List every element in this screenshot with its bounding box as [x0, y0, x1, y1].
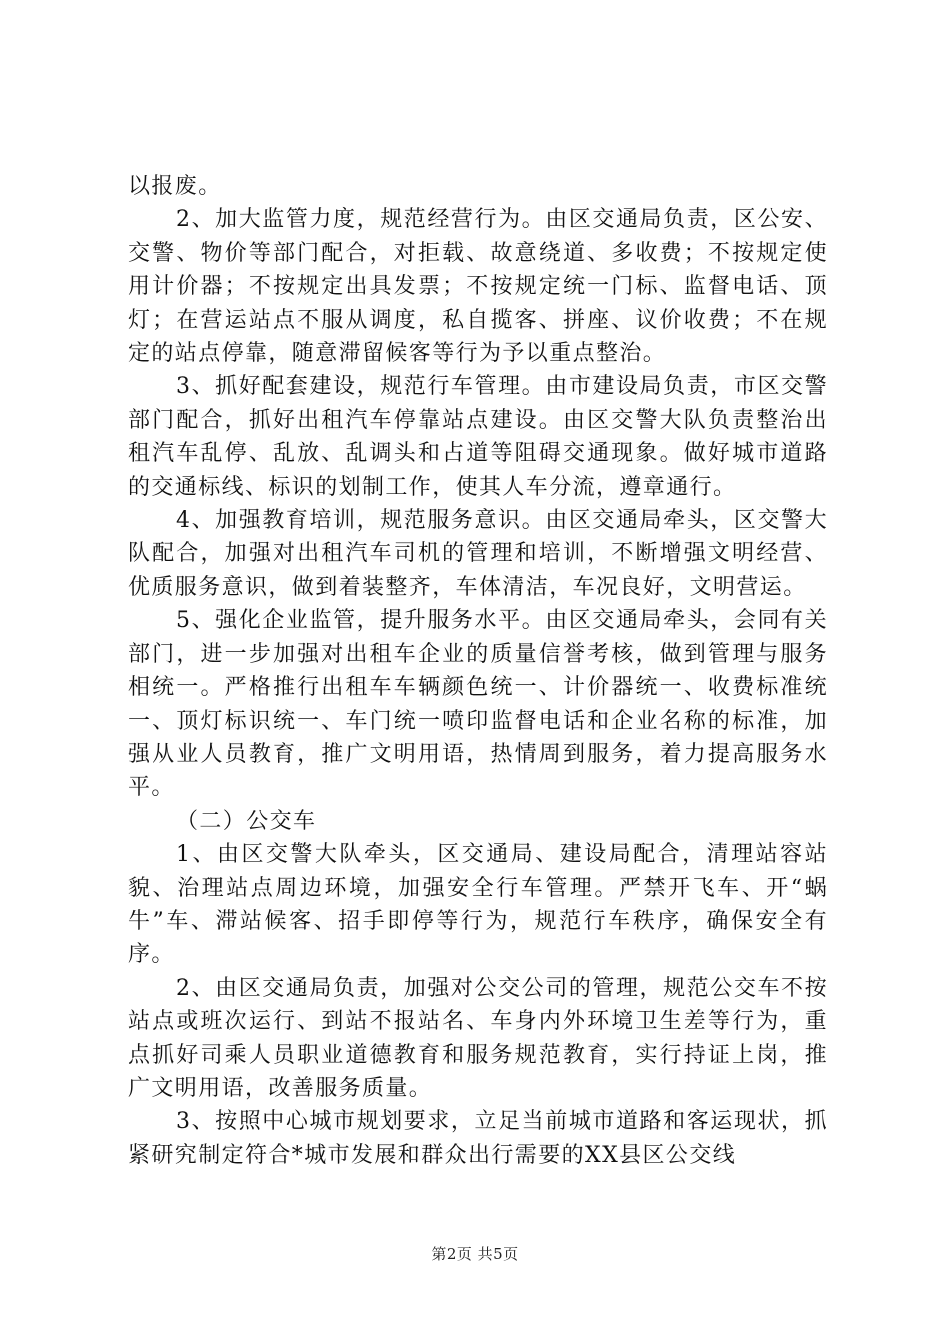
- document-body: [128, 170, 828, 1172]
- paragraph-continuation: 以报废。: [128, 174, 222, 199]
- paragraph-bus-item-3: 3、按照中心城市规划要求，立足当前城市道路和客运现状，抓紧研究制定符合*城市发展和群众出行需要的XX县区公交线: [128, 1109, 828, 1168]
- paragraph-bus-item-2: 2、由区交通局负责，加强对公交公司的管理，规范公交车不按站点或班次运行、到站不报站名、车身内外环境卫生差等行为，重点抓好司乘人员职业道德教育和服务规范教育，实行持证上岗，推广文明用语，改善服务质量。: [128, 975, 828, 1101]
- paragraph-item-3: 3、抓好配套建设，规范行车管理。由市建设局负责，市区交警部门配合，抓好出租汽车停靠站点建设。由区交警大队负责整治出租汽车乱停、乱放、乱调头和占道等阻碍交通现象。做好城市道路的交通标线、标识的划制工作，使其人车分流，遵章通行。: [128, 374, 828, 500]
- page-number-footer: 第2页 共5页: [431, 1245, 519, 1263]
- paragraph-item-2: 2、加大监管力度，规范经营行为。由区交通局负责，区公安、交警、物价等部门配合，对拒载、故意绕道、多收费；不按规定使用计价器；不按规定出具发票；不按规定统一门标、监督电话、顶灯；在营运站点不服从调度，私自揽客、拼座、议价收费；不在规定的站点停靠，随意滞留候客等行为予以重点整治。: [128, 207, 828, 367]
- paragraph-item-5: 5、强化企业监管，提升服务水平。由区交通局牵头，会同有关部门，进一步加强对出租车企业的质量信誉考核，做到管理与服务相统一。严格推行出租车车辆颜色统一、计价器统一、收费标准统一、顶灯标识统一、车门统一喷印监督电话和企业名称的标准，加强从业人员教育，推广文明用语，热情周到服务，着力提高服务水平。: [128, 608, 828, 801]
- paragraph-item-4: 4、加强教育培训，规范服务意识。由区交通局牵头，区交警大队配合，加强对出租汽车司机的管理和培训，不断增强文明经营、优质服务意识，做到着装整齐，车体清洁，车况良好，文明营运。: [128, 508, 828, 600]
- section-heading-bus: （二）公交车: [176, 808, 317, 834]
- paragraph-bus-item-1: 1、由区交警大队牵头，区交通局、建设局配合，清理站容站貌、治理站点周边环境，加强安全行车管理。严禁开飞车、开“蜗牛”车、滞站候客、招手即停等行为，规范行车秩序，确保安全有序。: [128, 842, 828, 968]
